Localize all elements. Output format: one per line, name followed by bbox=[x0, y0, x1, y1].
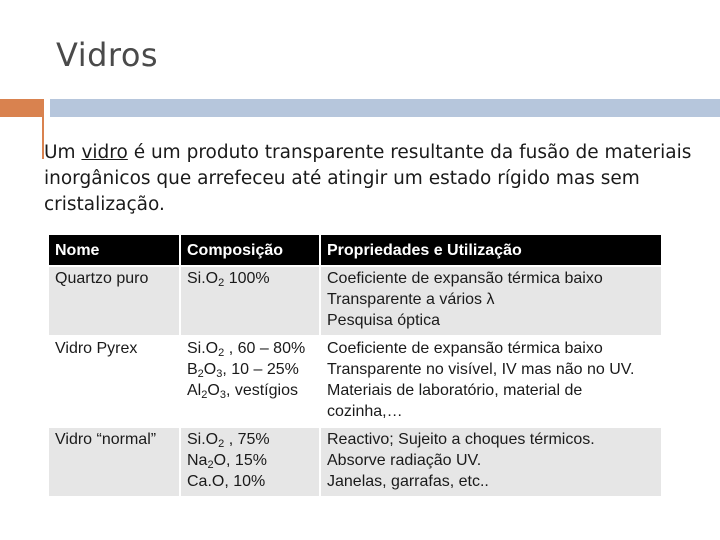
composition-line: $B_2O_3$, 10 – 25% bbox=[187, 361, 299, 380]
property-line: Absorve radiação UV. bbox=[327, 452, 482, 469]
intro-paragraph bbox=[44, 140, 694, 218]
cell-name: Vidro “normal” bbox=[49, 428, 179, 498]
property-line: Pesquisa óptica bbox=[327, 312, 440, 329]
cell-properties bbox=[319, 267, 661, 337]
cell-properties bbox=[319, 428, 661, 498]
composition-line: $Si.O_2$ 100% bbox=[187, 270, 270, 289]
intro-rest: é um produto transparente resultante da fusão de materiais inorgânicos que arrefeceu até atingir um estado rígido mas sem cristalização. bbox=[44, 142, 692, 215]
title-rule-orange bbox=[0, 99, 42, 117]
property-line: Materiais de laboratório, material de cozinha,… bbox=[327, 382, 583, 420]
property-line: Coeficiente de expansão térmica baixo bbox=[327, 340, 603, 357]
header-name: Nome bbox=[49, 235, 179, 267]
property-line: Transparente a vários λ bbox=[327, 291, 495, 308]
cell-composition bbox=[179, 337, 319, 428]
property-line: Reactivo; Sujeito a choques térmicos. bbox=[327, 431, 595, 448]
title-rule bbox=[0, 99, 720, 117]
cell-name: Quartzo puro bbox=[49, 267, 179, 337]
composition-line: $Si.O_2$ , 60 – 80% bbox=[187, 340, 306, 359]
table-row bbox=[49, 267, 661, 337]
table-header-row bbox=[49, 235, 661, 267]
table-row bbox=[49, 428, 661, 498]
composition-line: Ca.O, 10% bbox=[187, 473, 266, 490]
composition-line: $Na_2O$, 15% bbox=[187, 452, 267, 471]
cell-composition bbox=[179, 267, 319, 337]
property-line: Coeficiente de expansão térmica baixo bbox=[327, 270, 603, 287]
title-rule-blue bbox=[50, 99, 720, 117]
cell-properties bbox=[319, 337, 661, 428]
composition-line: $Al_2O_3$, vestígios bbox=[187, 382, 298, 401]
header-properties: Propriedades e Utilização bbox=[319, 235, 661, 267]
slide-title: Vidros bbox=[56, 36, 159, 74]
intro-lead: Um bbox=[44, 142, 82, 163]
cell-composition bbox=[179, 428, 319, 498]
table-row bbox=[49, 337, 661, 428]
composition-line: $Si.O_2$ , 75% bbox=[187, 431, 270, 450]
property-line: Janelas, garrafas, etc.. bbox=[327, 473, 489, 490]
cell-name: Vidro Pyrex bbox=[49, 337, 179, 428]
glass-types-table bbox=[49, 235, 661, 498]
property-line: Transparente no visível, IV mas não no UV. bbox=[327, 361, 635, 378]
intro-keyword: vidro bbox=[81, 142, 128, 163]
header-composition: Composição bbox=[179, 235, 319, 267]
